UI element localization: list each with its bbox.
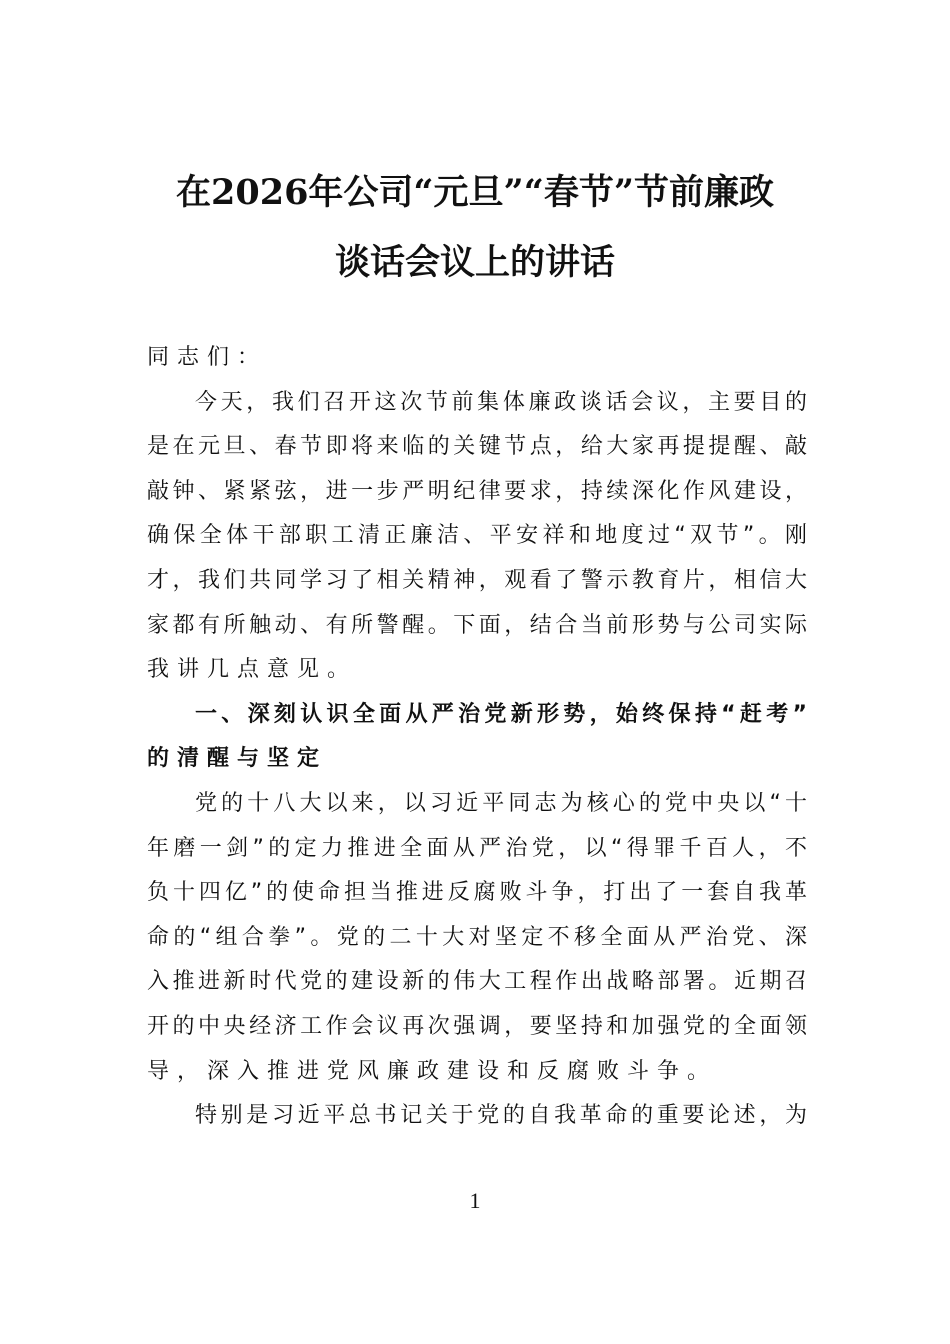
text-line: 开的中央经济工作会议再次强调，要坚持和加强党的全面领 <box>147 1013 807 1039</box>
document-title-line-2: 谈话会议上的讲话 <box>334 242 615 283</box>
text-line: 导，深入推进党风廉政建设和反腐败斗争。 <box>147 1058 718 1084</box>
text-line: 才，我们共同学习了相关精神，观看了警示教育片，相信大 <box>147 567 807 593</box>
document-title-line-1: 在2026年公司“元旦”“春节”节前廉政 <box>176 172 774 213</box>
text-line: 的清醒与坚定 <box>147 746 328 772</box>
salutation: 同志们： <box>147 345 268 370</box>
text-line: 家都有所触动、有所警醒。下面，结合当前形势与公司实际 <box>147 612 807 638</box>
text-line: 入推进新时代党的建设新的伟大工程作出战略部署。近期召 <box>147 969 807 995</box>
text-line: 是在元旦、春节即将来临的关键节点，给大家再提提醒、敲 <box>147 434 807 460</box>
paragraph <box>147 1094 807 1139</box>
text-line: 确保全体干部职工清正廉洁、平安祥和地度过“双节”。刚 <box>147 523 807 549</box>
text-line: 负十四亿”的使命担当推进反腐败斗争，打出了一套自我革 <box>147 880 807 906</box>
text-line: 敲钟、紧紧弦，进一步严明纪律要求，持续深化作风建设， <box>147 478 807 504</box>
text-line: 今天，我们召开这次节前集体廉政谈话会议，主要目的 <box>195 389 807 415</box>
text-line: 特别是习近平总书记关于党的自我革命的重要论述，为 <box>195 1103 807 1129</box>
text-line: 命的“组合拳”。党的二十大对坚定不移全面从严治党、深 <box>147 924 807 950</box>
page-number: 1 <box>469 1188 481 1213</box>
text-line: 我讲几点意见。 <box>147 657 358 683</box>
document-body <box>147 336 807 1139</box>
paragraph <box>147 381 807 693</box>
text-line: 年磨一剑”的定力推进全面从严治党，以“得罪千百人，不 <box>147 835 807 861</box>
paragraph <box>147 782 807 1094</box>
text-line: 一、深刻认识全面从严治党新形势，始终保持“赶考” <box>195 701 807 727</box>
section-heading <box>147 693 807 782</box>
text-line: 党的十八大以来，以习近平同志为核心的党中央以“十 <box>195 790 807 816</box>
